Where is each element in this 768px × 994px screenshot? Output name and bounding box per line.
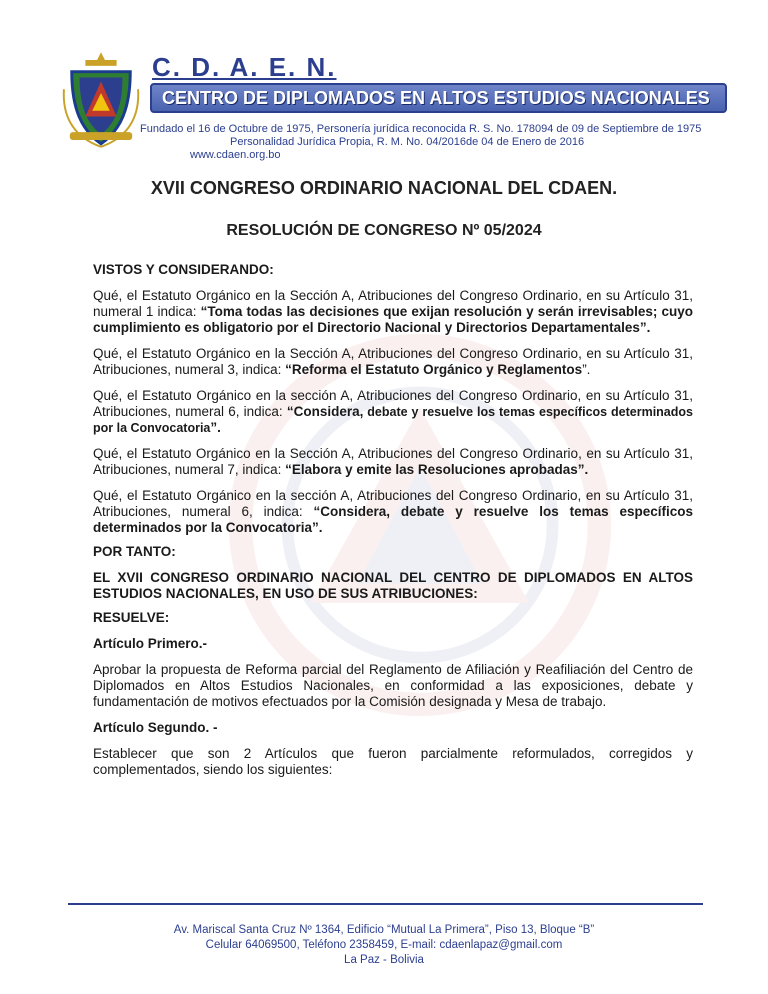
vistos-heading: VISTOS Y CONSIDERANDO: <box>93 262 274 277</box>
considerando-1: Qué, el Estatuto Orgánico en la Sección A, Atribuciones del Congreso Ordinario, en su Artículo 31, numeral 1 indica: “Toma todas las decisiones que exijan resolución y serán irrevisables; cuyo cumplimiento es obligatorio por el Directorio Nacional y Directorios Departamentales”. <box>93 288 693 335</box>
considerando-5: Qué, el Estatuto Orgánico en la sección A, Atribuciones del Congreso Ordinario, en su Artículo 31, Atribuciones, numeral 6, indica: “Considera, debate y resuelve los temas específicos determinados por la Convocatoria”. <box>93 488 693 535</box>
footer-divider <box>68 903 703 905</box>
footer-contact: Celular 64069500, Teléfono 2358459, E-mail: cdaenlapaz@gmail.com <box>205 939 563 951</box>
resolution-body <box>93 262 693 778</box>
resuelve-heading: RESUELVE: <box>93 610 170 625</box>
article-2-text: Establecer que son 2 Artículos que fueron parcialmente reformulados, corregidos y complementados, siendo los siguientes: <box>93 746 693 777</box>
congress-statement: EL XVII CONGRESO ORDINARIO NACIONAL DEL CENTRO DE DIPLOMADOS EN ALTOS ESTUDIOS NACIONALES, EN USO DE SUS ATRIBUCIONES: <box>93 570 693 601</box>
org-name-banner: CENTRO DE DIPLOMADOS EN ALTOS ESTUDIOS NACIONALES <box>150 83 727 113</box>
article-1-heading: Artículo Primero.- <box>93 636 208 651</box>
website-link[interactable]: www.cdaen.org.bo <box>190 149 281 161</box>
org-abbreviation: C. D. A. E. N. <box>152 52 337 82</box>
considerando-3: Qué, el Estatuto Orgánico en la sección A, Atribuciones del Congreso Ordinario, en su Artículo 31, Atribuciones, numeral 6, indica: “Considera, debate y resuelve los temas específicos determinados por la Convocatoria”. <box>93 388 693 435</box>
footer-city: La Paz - Bolivia <box>344 954 424 966</box>
foundation-line: Fundado el 16 de Octubre de 1975, Personería jurídica reconocida R. S. No. 178094 de 09 de Septiembre de 1975 <box>140 123 702 135</box>
congress-title: XVII CONGRESO ORDINARIO NACIONAL DEL CDAEN. <box>150 178 618 198</box>
cdaen-crest-icon <box>62 50 140 148</box>
por-tanto-heading: POR TANTO: <box>93 544 176 559</box>
considerando-4: Qué, el Estatuto Orgánico en la Sección A, Atribuciones del Congreso Ordinario, en su Artículo 31, Atribuciones, numeral 7, indica: “Elabora y emite las Resoluciones aprobadas”. <box>93 446 693 477</box>
footer <box>0 923 768 968</box>
considerando-2: Qué, el Estatuto Orgánico en la Sección A, Atribuciones del Congreso Ordinario, en su Artículo 31, Atribuciones, numeral 3, indica: “Reforma el Estatuto Orgánico y Reglamentos”. <box>93 346 693 377</box>
article-1-text: Aprobar la propuesta de Reforma parcial del Reglamento de Afiliación y Reafiliación del Centro de Diplomados en Altos Estudios Nacionales, en conformidad a las exposiciones, debate y fundamentación de motivos efectuados por la Comisión designada y Mesa de trabajo. <box>93 662 693 709</box>
resolution-title: RESOLUCIÓN DE CONGRESO Nº 05/2024 <box>226 222 542 239</box>
article-2-heading: Artículo Segundo. - <box>93 720 218 735</box>
footer-address: Av. Mariscal Santa Cruz Nº 1364, Edificio “Mutual La Primera”, Piso 13, Bloque “B” <box>173 924 595 936</box>
legal-personality-line: Personalidad Jurídica Propia, R. M. No. 04/2016de 04 de Enero de 2016 <box>230 136 585 148</box>
